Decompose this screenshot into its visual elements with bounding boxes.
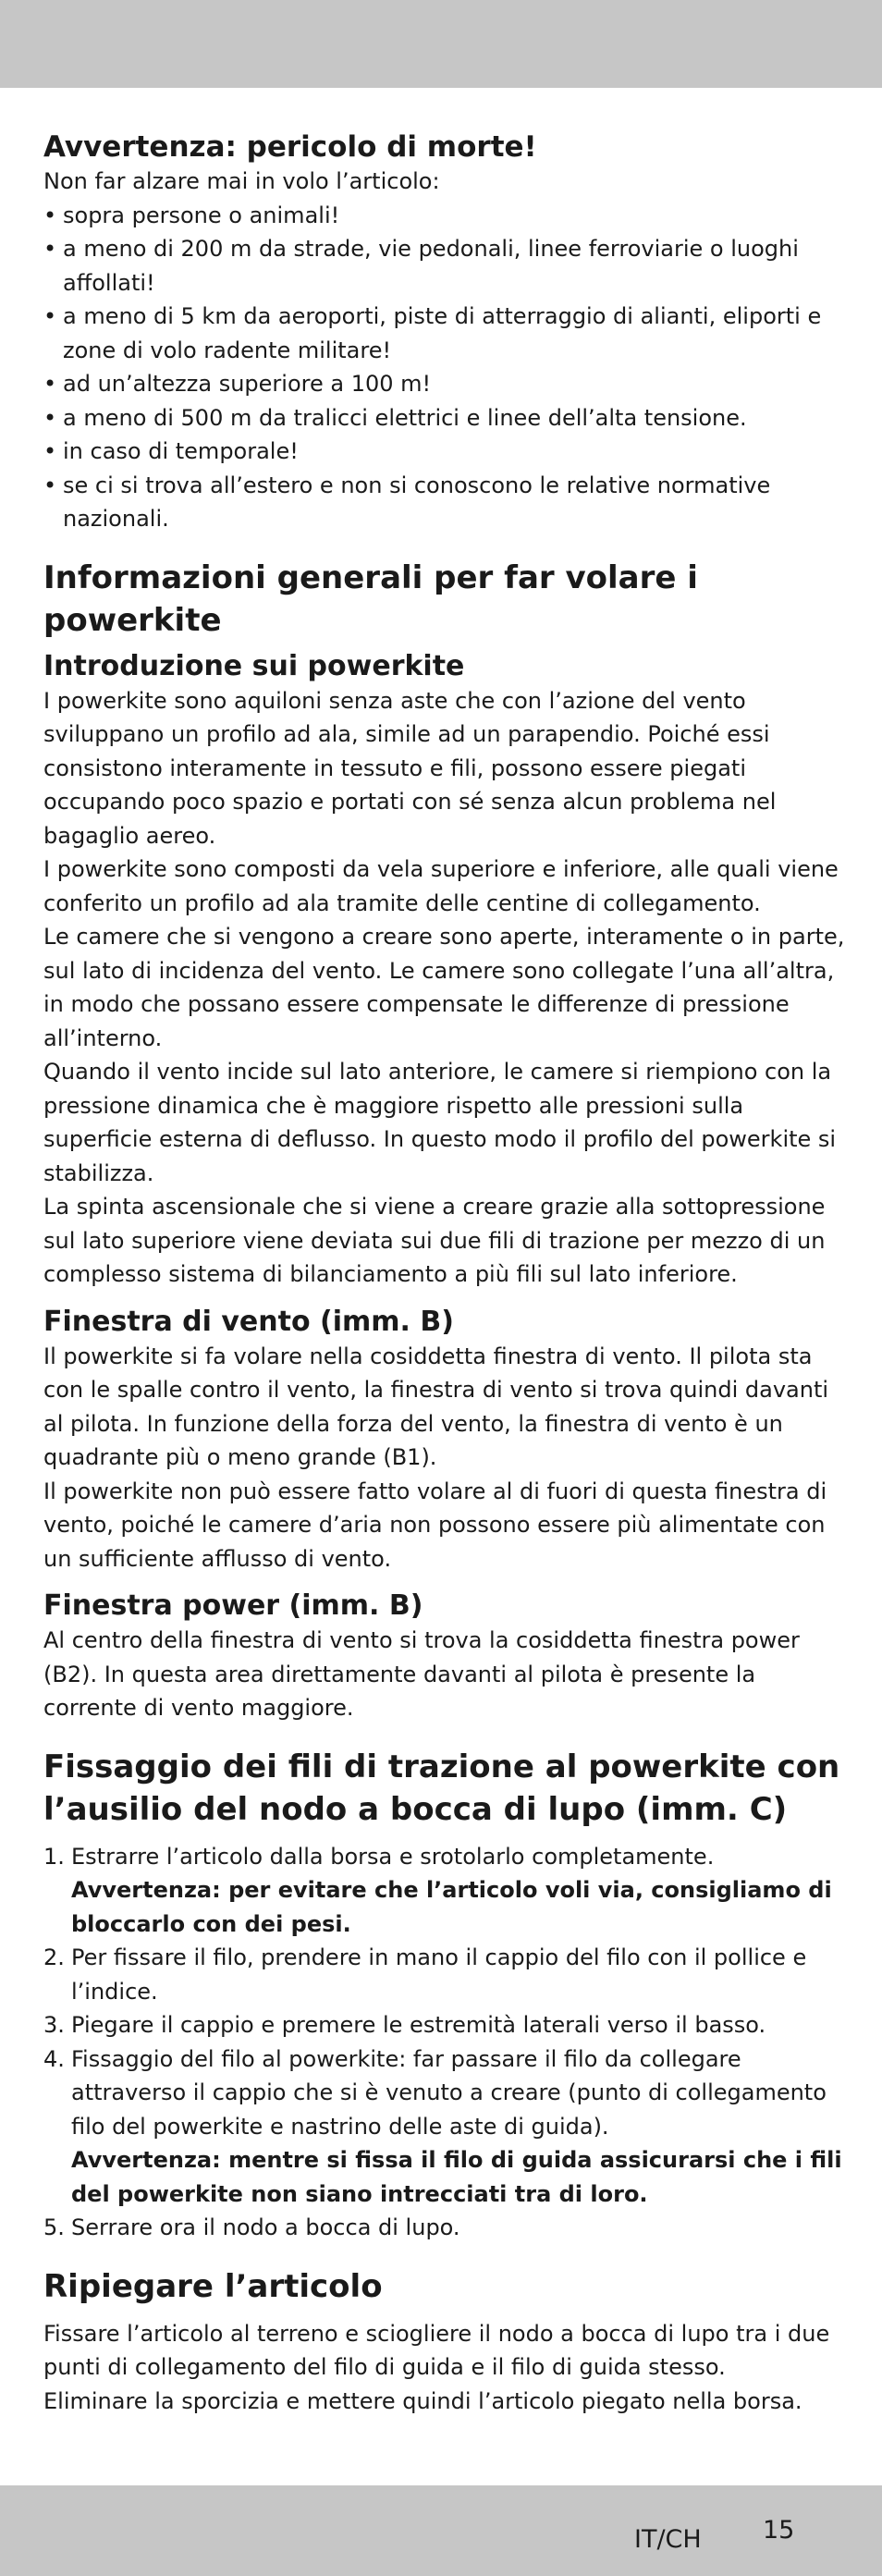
- step-number: 2.: [43, 1944, 65, 1970]
- folding-section: [43, 2265, 846, 2419]
- warning-item: • sopra persone o animali!: [43, 199, 846, 233]
- wind-window-paragraph: Il powerkite si fa volare nella cosiddetta finestra di vento. Il pilota sta con le spalle contro il vento, la finestra di vento si trova quindi davanti al pilota. In funzione della forza del vento, la finestra di vento è un quadrante più o meno grande (B1).: [43, 1343, 829, 1470]
- footer-language: IT/CH: [634, 2525, 702, 2554]
- step-number: 4.: [43, 2045, 65, 2072]
- fixing-step: [43, 2042, 846, 2212]
- warning-item: • ad un’altezza superiore a 100 m!: [43, 367, 846, 401]
- step-number: 5.: [43, 2214, 65, 2240]
- intro-paragraph: La spinta ascensionale che si viene a creare grazie alla sottopressione sul lato superiore viene deviata sui due fili di trazione per mezzo di un complesso sistema di bilanciamento a più fili sul lato inferiore.: [43, 1194, 826, 1287]
- fixing-step: [43, 1941, 846, 2008]
- step-text: Piegare il cappio e premere le estremità laterali verso il basso.: [71, 2012, 766, 2038]
- warning-intro: Non far alzare mai in volo l’articolo:: [43, 168, 440, 194]
- intro-paragraph: Quando il vento incide sul lato anteriore, le camere si riempiono con la pressione dinamica che è maggiore rispetto alle pressioni sulla superficie esterna di deflusso. In questo modo il profilo del powerkite si stabilizza.: [43, 1059, 837, 1186]
- power-window-paragraph: Al centro della finestra di vento si trova la cosiddetta finestra power (B2). In questa area direttamente davanti al pilota è presente la corrente di vento maggiore.: [43, 1627, 800, 1721]
- warning-section: [43, 129, 846, 536]
- header-bar: [0, 0, 882, 88]
- warning-item: • a meno di 5 km da aeroporti, piste di atterraggio di alianti, eliporti e zone di volo radente militare!: [43, 300, 846, 367]
- intro-paragraph: I powerkite sono composti da vela superiore e inferiore, alle quali viene conferito un profilo ad ala tramite delle centine di collegamento.: [43, 856, 839, 916]
- step-warning: Avvertenza: mentre si fissa il filo di guida assicurarsi che i fili del powerkite non siano intrecciati tra di loro.: [71, 2147, 842, 2207]
- general-title: Informazioni generali per far volare i powerkite: [43, 558, 698, 639]
- fixing-section: [43, 1746, 846, 2245]
- intro-paragraph: Le camere che si vengono a creare sono aperte, interamente o in parte, sul lato di incidenza del vento. Le camere sono collegate l’una all’altra, in modo che possano essere compensate le differenze di pressione all’interno.: [43, 924, 845, 1051]
- footer-bar: [0, 2485, 882, 2576]
- warning-item: • a meno di 200 m da strade, vie pedonali, linee ferroviarie o luoghi affollati!: [43, 232, 846, 300]
- folding-title: Ripiegare l’articolo: [43, 2267, 383, 2305]
- warning-item: • a meno di 500 m da tralicci elettrici e linee dell’alta tensione.: [43, 401, 846, 435]
- fixing-title: Fissaggio dei fili di trazione al powerkite con l’ausilio del nodo a bocca di lupo (imm. C): [43, 1748, 840, 1828]
- fixing-step: [43, 1840, 846, 1942]
- warning-list: [43, 199, 846, 536]
- folding-paragraph: Eliminare la sporcizia e mettere quindi l’articolo piegato nella borsa.: [43, 2387, 802, 2414]
- intro-title: Introduzione sui powerkite: [43, 649, 465, 682]
- wind-window-paragraph: Il powerkite non può essere fatto volare al di fuori di questa finestra di vento, poiché le camere d’aria non possono essere più alimentate con un sufficiente afflusso di vento.: [43, 1478, 827, 1572]
- page-content: [43, 129, 846, 2418]
- general-section: [43, 557, 846, 1725]
- step-text: Per fissare il filo, prendere in mano il cappio del filo con il pollice e l’indice.: [71, 1944, 807, 2005]
- step-text: Fissaggio del filo al powerkite: far passare il filo da collegare attraverso il cappio che si è venuto a creare (punto di collegamento filo del powerkite e nastrino delle aste di guida).: [71, 2045, 827, 2140]
- step-number: 1.: [43, 1843, 65, 1870]
- step-warning: Avvertenza: per evitare che l’articolo voli via, consigliamo di bloccarlo con dei pesi.: [71, 1877, 832, 1937]
- intro-paragraph: I powerkite sono aquiloni senza aste che con l’azione del vento sviluppano un profilo ad ala, simile ad un parapendio. Poiché essi consistono interamente in tessuto e fili, possono essere piegati occupando poco spazio e portati con sé senza alcun problema nel bagaglio aereo.: [43, 687, 777, 849]
- step-number: 3.: [43, 2012, 65, 2038]
- step-text: Serrare ora il nodo a bocca di lupo.: [71, 2214, 460, 2240]
- step-text: Estrarre l’articolo dalla borsa e srotolarlo completamente.: [71, 1843, 715, 1870]
- wind-window-title: Finestra di vento (imm. B): [43, 1305, 454, 1338]
- fixing-step: [43, 2211, 846, 2245]
- fixing-step: [43, 2008, 846, 2042]
- fixing-steps: [43, 1840, 846, 2245]
- folding-paragraph: Fissare l’articolo al terreno e sciogliere il nodo a bocca di lupo tra i due punti di collegamento del filo di guida e il filo di guida stesso.: [43, 2320, 830, 2380]
- warning-item: • in caso di temporale!: [43, 435, 846, 469]
- power-window-title: Finestra power (imm. B): [43, 1589, 423, 1622]
- warning-item: • se ci si trova all’estero e non si conoscono le relative normative nazionali.: [43, 469, 846, 536]
- warning-title: Avvertenza: pericolo di morte!: [43, 130, 537, 164]
- page-number: 15: [763, 2516, 795, 2545]
